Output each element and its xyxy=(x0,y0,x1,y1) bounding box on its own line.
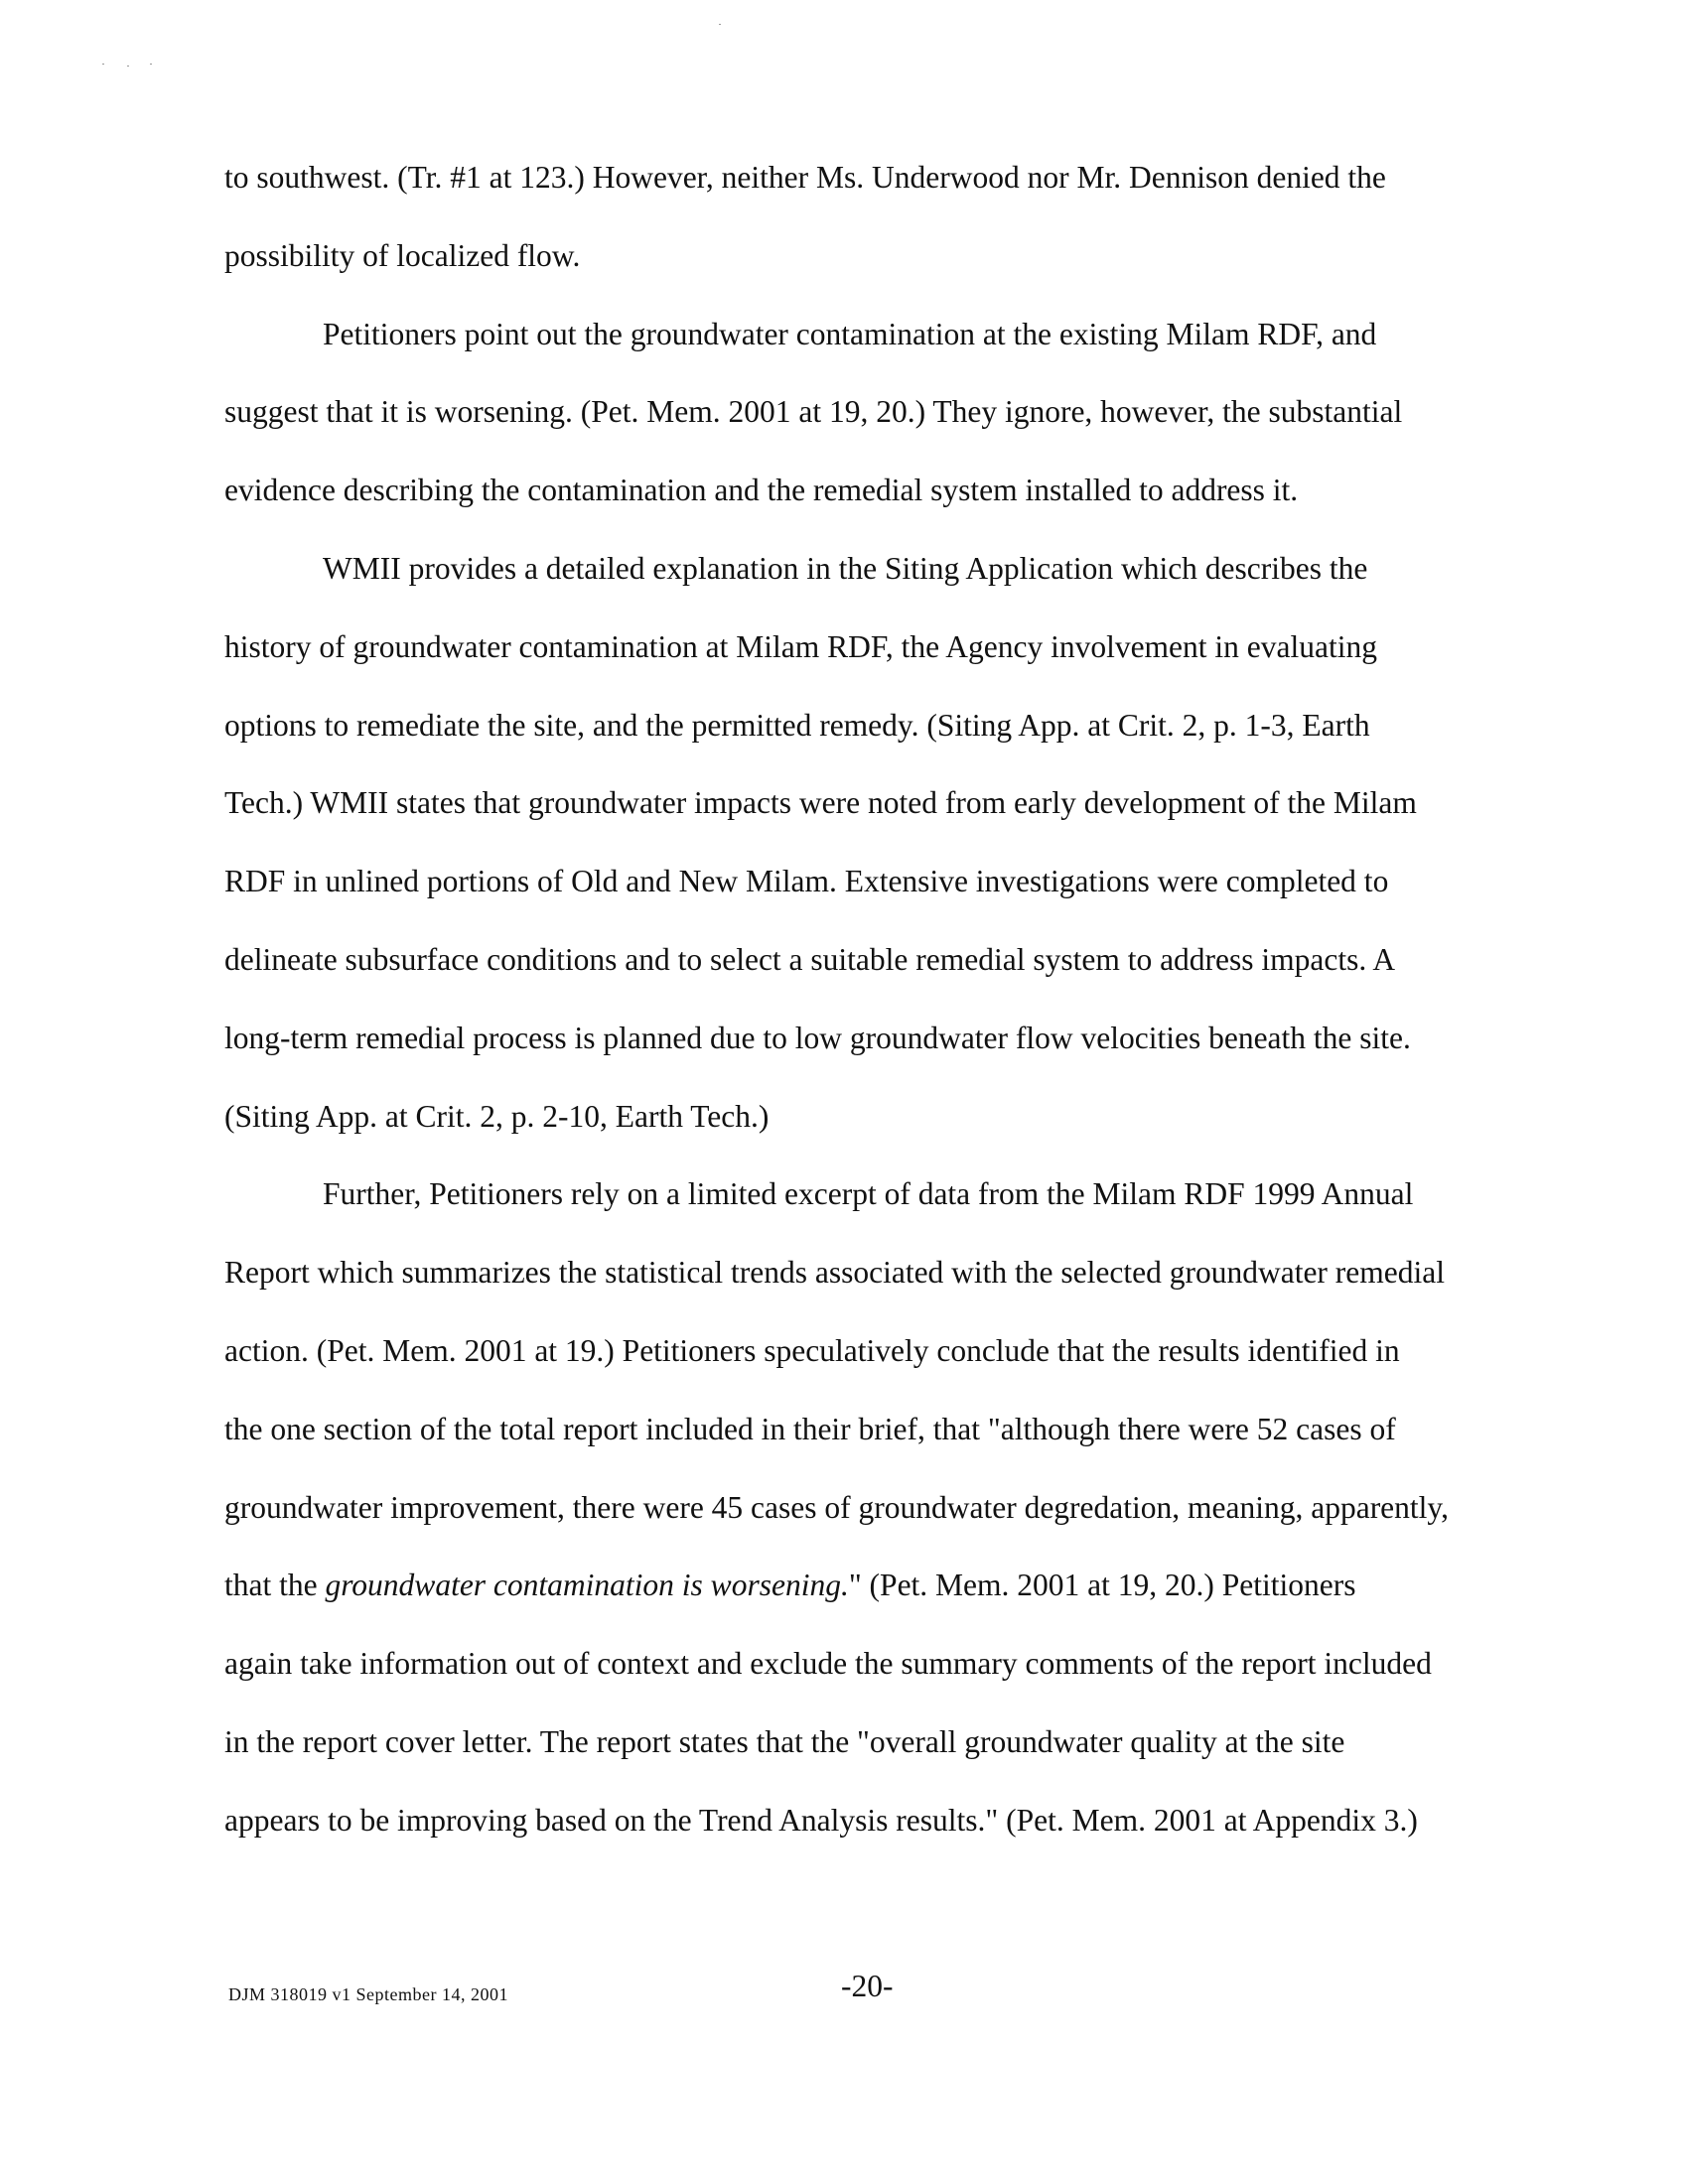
body-line: the one section of the total report included in their brief, that "although there were 52 cases of xyxy=(224,1411,1396,1446)
body-line: suggest that it is worsening. (Pet. Mem. 2001 at 19, 20.) They ignore, however, the substantial xyxy=(224,394,1403,430)
body-line: Further, Petitioners rely on a limited excerpt of data from the Milam RDF 1999 Annual xyxy=(323,1176,1414,1212)
body-line: possibility of localized flow. xyxy=(224,237,581,273)
body-text xyxy=(224,139,1515,1860)
body-line: to southwest. (Tr. #1 at 123.) However, neither Ms. Underwood nor Mr. Dennison denied the xyxy=(224,160,1386,195)
body-line: in the report cover letter. The report states that the "overall groundwater quality at the site xyxy=(224,1723,1345,1759)
body-line: RDF in unlined portions of Old and New Milam. Extensive investigations were completed to xyxy=(224,864,1389,899)
body-line-segment: " (Pet. Mem. 2001 at 19, 20.) Petitioners xyxy=(848,1568,1356,1603)
body-line: delineate subsurface conditions and to select a suitable remedial system to address impacts. A xyxy=(224,941,1396,977)
body-line: Tech.) WMII states that groundwater impacts were noted from early development of the Milam xyxy=(224,785,1417,821)
scan-speck xyxy=(127,66,129,67)
scan-speck xyxy=(150,64,152,65)
body-line: (Siting App. at Crit. 2, p. 2-10, Earth Tech.) xyxy=(224,1098,770,1134)
body-line: groundwater improvement, there were 45 cases of groundwater degredation, meaning, apparently, xyxy=(224,1489,1449,1525)
page-number: -20- xyxy=(841,1969,894,2003)
body-line: action. (Pet. Mem. 2001 at 19.) Petitioners speculatively conclude that the results identified in xyxy=(224,1332,1400,1368)
body-line-with-italic xyxy=(224,1547,1515,1625)
body-line: again take information out of context and exclude the summary comments of the report included xyxy=(224,1646,1432,1682)
italic-quote: groundwater contamination is worsening. xyxy=(325,1568,849,1603)
body-line: appears to be improving based on the Trend Analysis results." (Pet. Mem. 2001 at Appendix 3.) xyxy=(224,1802,1418,1838)
body-line: Petitioners point out the groundwater contamination at the existing Milam RDF, and xyxy=(323,316,1377,351)
body-line: evidence describing the contamination and the remedial system installed to address it. xyxy=(224,473,1299,508)
body-line: Report which summarizes the statistical trends associated with the selected groundwater remedial xyxy=(224,1255,1445,1291)
body-line: WMII provides a detailed explanation in the Siting Application which describes the xyxy=(323,550,1368,586)
scan-speck xyxy=(719,24,721,25)
scan-speck xyxy=(102,64,104,65)
body-line: history of groundwater contamination at Milam RDF, the Agency involvement in evaluating xyxy=(224,628,1377,664)
body-line: options to remediate the site, and the permitted remedy. (Siting App. at Crit. 2, p. 1-3, Earth xyxy=(224,707,1370,743)
footer-doc-id: DJM 318019 v1 September 14, 2001 xyxy=(228,1984,508,2004)
body-line: long-term remedial process is planned due to low groundwater flow velocities beneath the site. xyxy=(224,1020,1411,1055)
body-line-segment: that the xyxy=(224,1568,326,1603)
